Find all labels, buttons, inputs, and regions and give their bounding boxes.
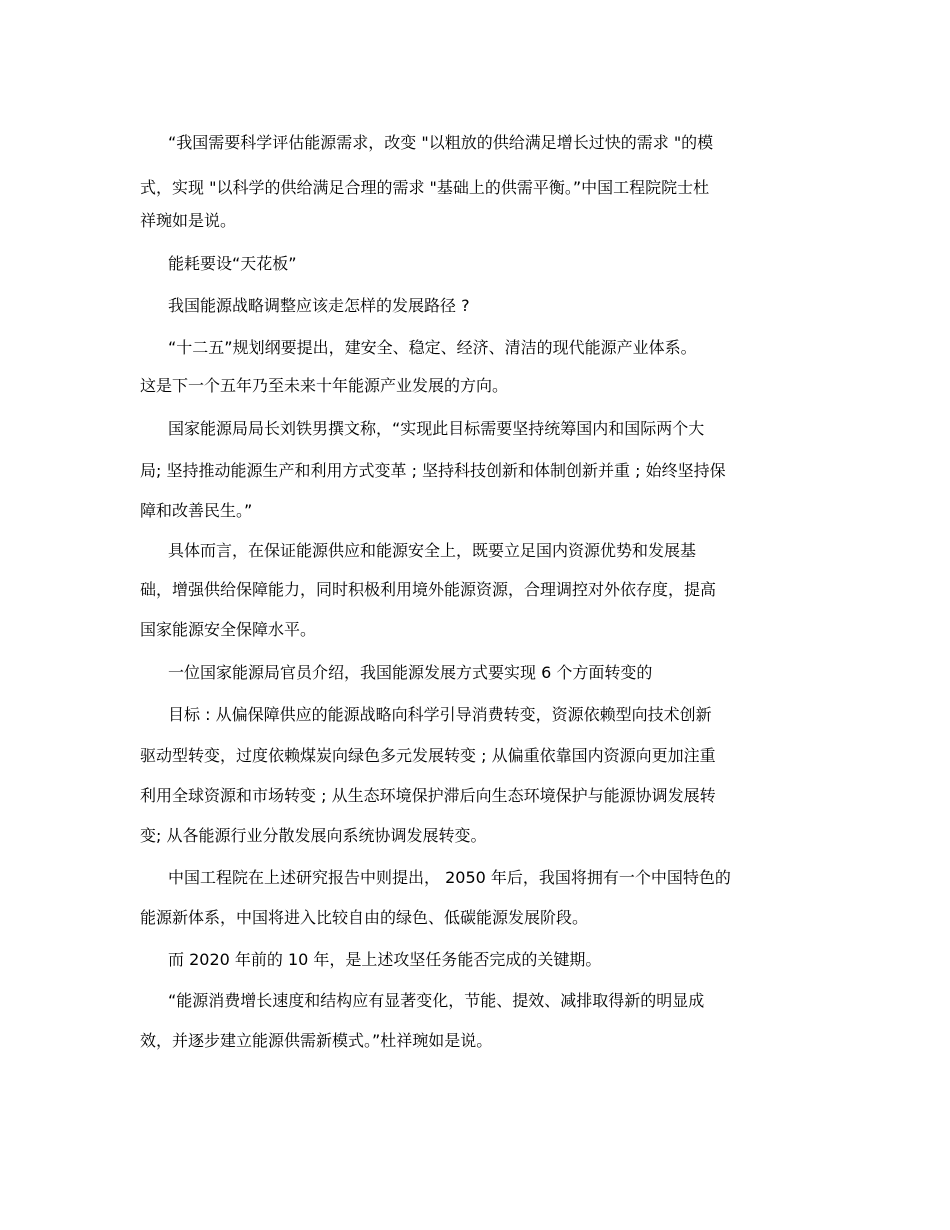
text-line: 利用全球资源和市场转变 ; 从生态环境保护滞后向生态环境保护与能源协调发展转 — [140, 786, 716, 805]
text-line: 而 2020 年前的 10 年，是上述攻坚任务能否完成的关键期。 — [168, 950, 602, 969]
section-heading: 能耗要设“天花板” — [168, 254, 297, 273]
text-line: 障和改善民生。” — [140, 501, 253, 520]
text-line: 国家能源局局长刘铁男撰文称，“实现此目标需要坚持统筹国内和国际两个大 — [168, 419, 705, 438]
text-line: 局; 坚持推动能源生产和利用方式变革 ; 坚持科技创新和体制创新并重 ; 始终坚持保 — [140, 461, 726, 480]
text-line: 国家能源安全保障水平。 — [140, 620, 317, 639]
text-line: 具体而言，在保证能源供应和能源安全上，既要立足国内资源优势和发展基 — [168, 541, 697, 560]
text-line: 驱动型转变，过度依赖煤炭向绿色多元发展转变 ; 从偏重依靠国内资源向更加注重 — [140, 746, 716, 765]
text-line: “能源消费增长速度和结构应有显著变化，节能、提效、减排取得新的明显成 — [168, 991, 705, 1010]
text-line: 这是下一个五年乃至未来十年能源产业发展的方向。 — [140, 376, 509, 395]
text-line: 效，并逐步建立能源供需新模式。”杜祥琬如是说。 — [140, 1031, 493, 1050]
text-line: “十二五”规划纲要提出，建安全、稳定、经济、清洁的现代能源产业体系。 — [168, 338, 697, 357]
text-line: 变; 从各能源行业分散发展向系统协调发展转变。 — [140, 826, 487, 845]
text-line: “我国需要科学评估能源需求，改变 "以粗放的供给满足增长过快的需求 "的模 — [168, 133, 714, 152]
text-line: 中国工程院在上述研究报告中则提出， 2050 年后，我国将拥有一个中国特色的 — [168, 868, 731, 887]
text-line: 我国能源战略调整应该走怎样的发展路径 ? — [168, 296, 470, 315]
text-line: 目标 : 从偏保障供应的能源战略向科学引导消费转变，资源依赖型向技术创新 — [168, 705, 712, 724]
text-line: 础，增强供给保障能力，同时积极利用境外能源资源，合理调控对外依存度，提高 — [140, 580, 717, 599]
text-line: 祥琬如是说。 — [140, 211, 237, 230]
text-line: 一位国家能源局官员介绍，我国能源发展方式要实现 6 个方面转变的 — [168, 663, 653, 682]
text-line: 能源新体系，中国将进入比较自由的绿色、低碳能源发展阶段。 — [140, 908, 589, 927]
text-line: 式，实现 "以科学的供给满足合理的需求 "基础上的供需平衡。”中国工程院院士杜 — [140, 178, 710, 197]
